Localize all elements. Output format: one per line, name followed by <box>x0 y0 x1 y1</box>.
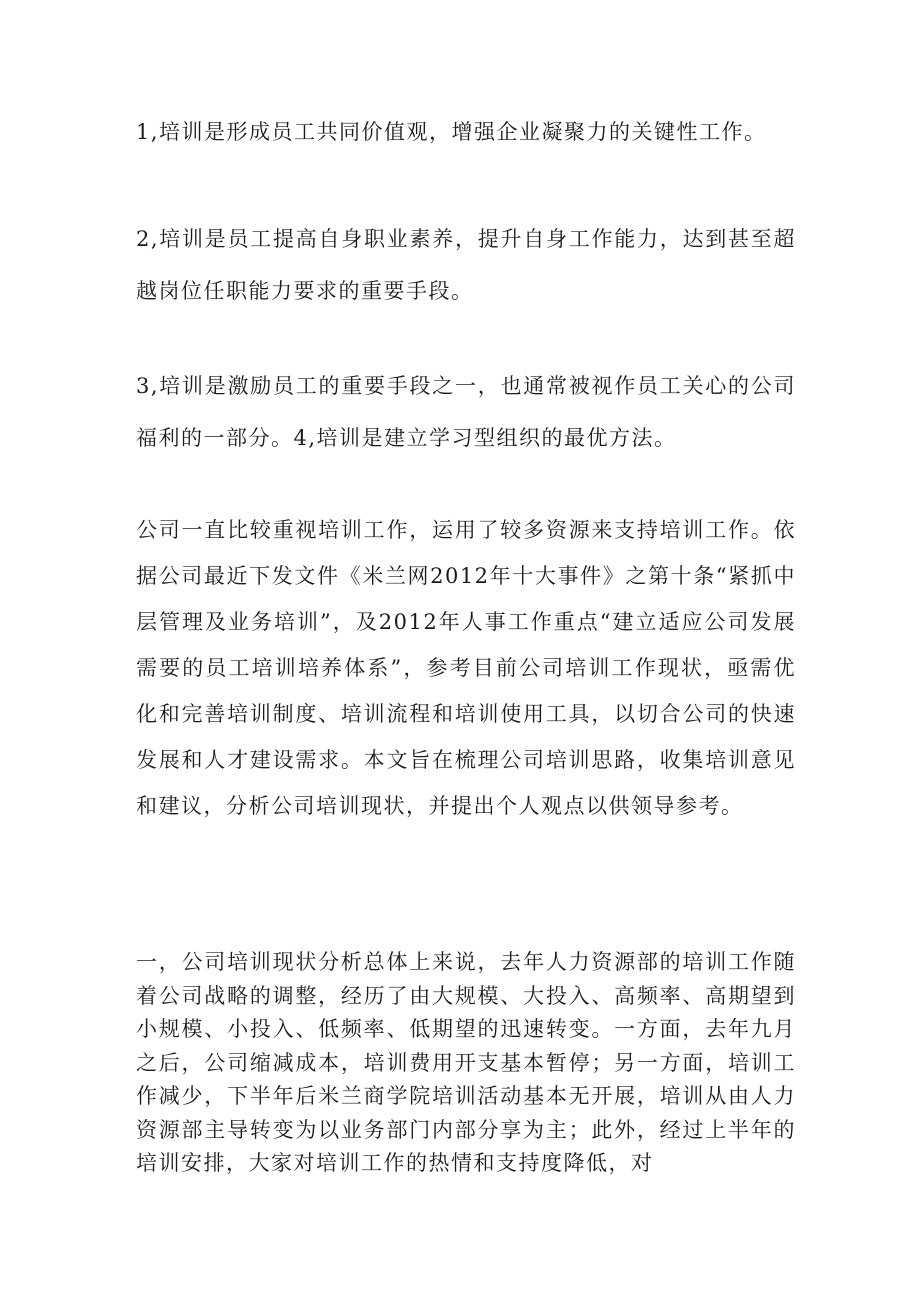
paragraph-5: 一，公司培训现状分析总体上来说，去年人力资源部的培训工作随着公司战略的调整，经历了由大规模、大投入、高频率、高期望到小规模、小投入、低频率、低期望的迅速转变。一方面，去年九月之后，公司缩减成本，培训费用开支基本暂停；另一方面，培训工作减少，下半年后米兰商学院培训活动基本无开展，培训从由人力资源部主导转变为以业务部门内部分享为主；此外，经过上半年的培训安排，大家对培训工作的热情和支持度降低，对 <box>136 950 796 1175</box>
paragraph-4: 公司一直比较重视培训工作，运用了较多资源来支持培训工作。依据公司最近下发文件《米兰网2012年十大事件》之第十条“紧抓中层管理及业务培训”，及2012年人事工作重点“建立适应公司发展需要的员工培训培养体系”，参考目前公司培训工作现状，亟需优化和完善培训制度、培训流程和培训使用工具，以切合公司的快速发展和人才建设需求。本文旨在梳理公司培训思路，收集培训意见和建议，分析公司培训现状，并提出个人观点以供领导参考。 <box>136 518 796 818</box>
paragraph-2: 2,培训是员工提高自身职业素养，提升自身工作能力，达到甚至超越岗位任职能力要求的重要手段。 <box>136 227 796 303</box>
paragraph-1: 1,培训是形成员工共同价值观，增强企业凝聚力的关键性工作。 <box>136 120 767 144</box>
paragraph-3: 3,培训是激励员工的重要手段之一，也通常被视作员工关心的公司福利的一部分。4,培训是建立学习型组织的最优方法。 <box>136 374 796 450</box>
